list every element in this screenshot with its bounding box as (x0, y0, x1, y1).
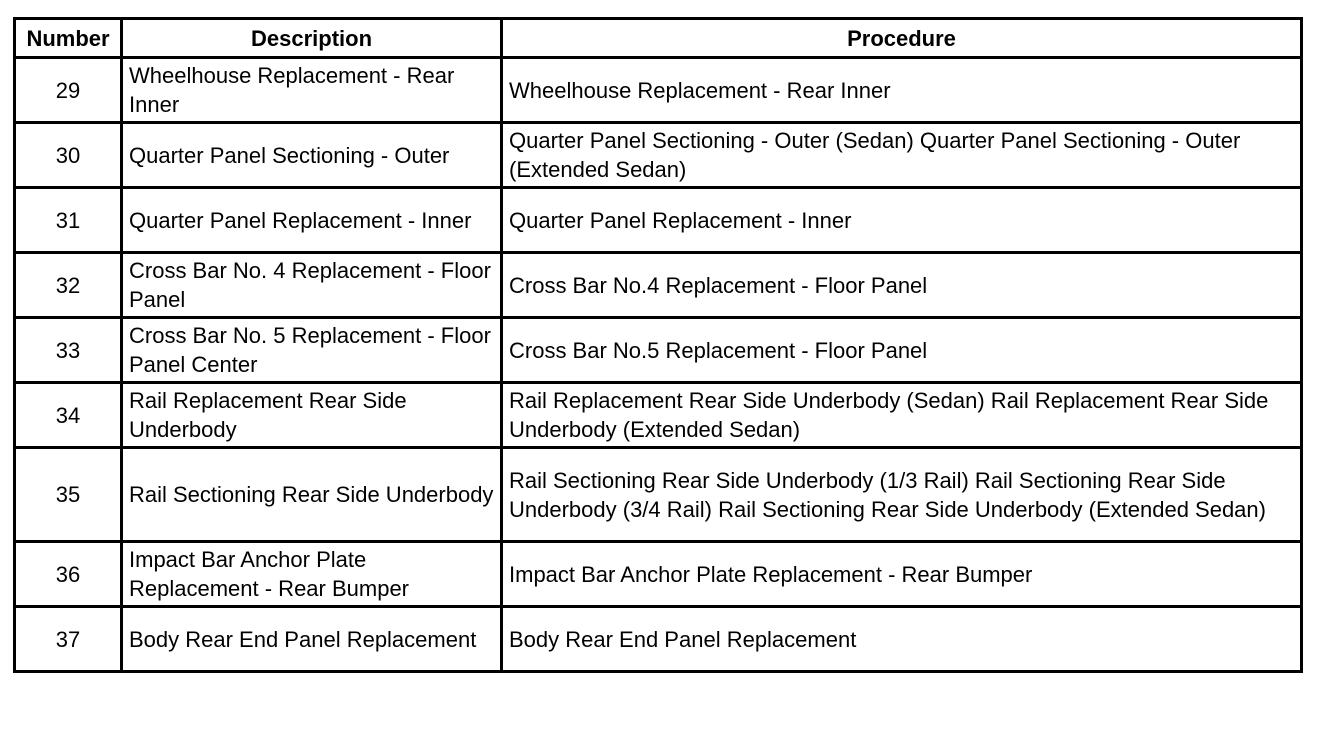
row-number: 29 (15, 58, 122, 123)
row-procedure: Wheelhouse Replacement - Rear Inner (502, 58, 1302, 123)
row-number: 36 (15, 542, 122, 607)
row-procedure: Cross Bar No.4 Replacement - Floor Panel (502, 253, 1302, 318)
row-number: 35 (15, 448, 122, 542)
row-number: 32 (15, 253, 122, 318)
table-row (15, 318, 1302, 383)
row-description: Cross Bar No. 4 Replacement - Floor Panel (122, 253, 502, 318)
row-procedure: Rail Replacement Rear Side Underbody (Sedan) Rail Replacement Rear Side Underbody (Extended Sedan) (502, 383, 1302, 448)
table-row (15, 448, 1302, 542)
row-description: Rail Sectioning Rear Side Underbody (122, 448, 502, 542)
row-number: 33 (15, 318, 122, 383)
procedure-table-container (13, 17, 1303, 673)
row-procedure: Cross Bar No.5 Replacement - Floor Panel (502, 318, 1302, 383)
row-description: Cross Bar No. 5 Replacement - Floor Panel Center (122, 318, 502, 383)
row-procedure: Quarter Panel Sectioning - Outer (Sedan) Quarter Panel Sectioning - Outer (Extended Sedan) (502, 123, 1302, 188)
table-row (15, 542, 1302, 607)
header-procedure: Procedure (502, 19, 1302, 58)
table-row (15, 188, 1302, 253)
row-number: 34 (15, 383, 122, 448)
row-description: Body Rear End Panel Replacement (122, 607, 502, 672)
header-description: Description (122, 19, 502, 58)
row-number: 31 (15, 188, 122, 253)
row-procedure: Body Rear End Panel Replacement (502, 607, 1302, 672)
header-number: Number (15, 19, 122, 58)
row-number: 30 (15, 123, 122, 188)
table-row (15, 383, 1302, 448)
table-row (15, 607, 1302, 672)
row-description: Impact Bar Anchor Plate Replacement - Rear Bumper (122, 542, 502, 607)
row-procedure: Quarter Panel Replacement - Inner (502, 188, 1302, 253)
header-row (15, 19, 1302, 58)
procedure-table (13, 17, 1303, 673)
table-row (15, 58, 1302, 123)
table-body (15, 58, 1302, 672)
table-row (15, 253, 1302, 318)
row-description: Wheelhouse Replacement - Rear Inner (122, 58, 502, 123)
row-procedure: Rail Sectioning Rear Side Underbody (1/3 Rail) Rail Sectioning Rear Side Underbody (3/4 Rail) Rail Sectioning Rear Side Underbody (Extended Sedan) (502, 448, 1302, 542)
row-procedure: Impact Bar Anchor Plate Replacement - Rear Bumper (502, 542, 1302, 607)
table-row (15, 123, 1302, 188)
row-description: Quarter Panel Replacement - Inner (122, 188, 502, 253)
table-header (15, 19, 1302, 58)
row-description: Quarter Panel Sectioning - Outer (122, 123, 502, 188)
row-description: Rail Replacement Rear Side Underbody (122, 383, 502, 448)
row-number: 37 (15, 607, 122, 672)
